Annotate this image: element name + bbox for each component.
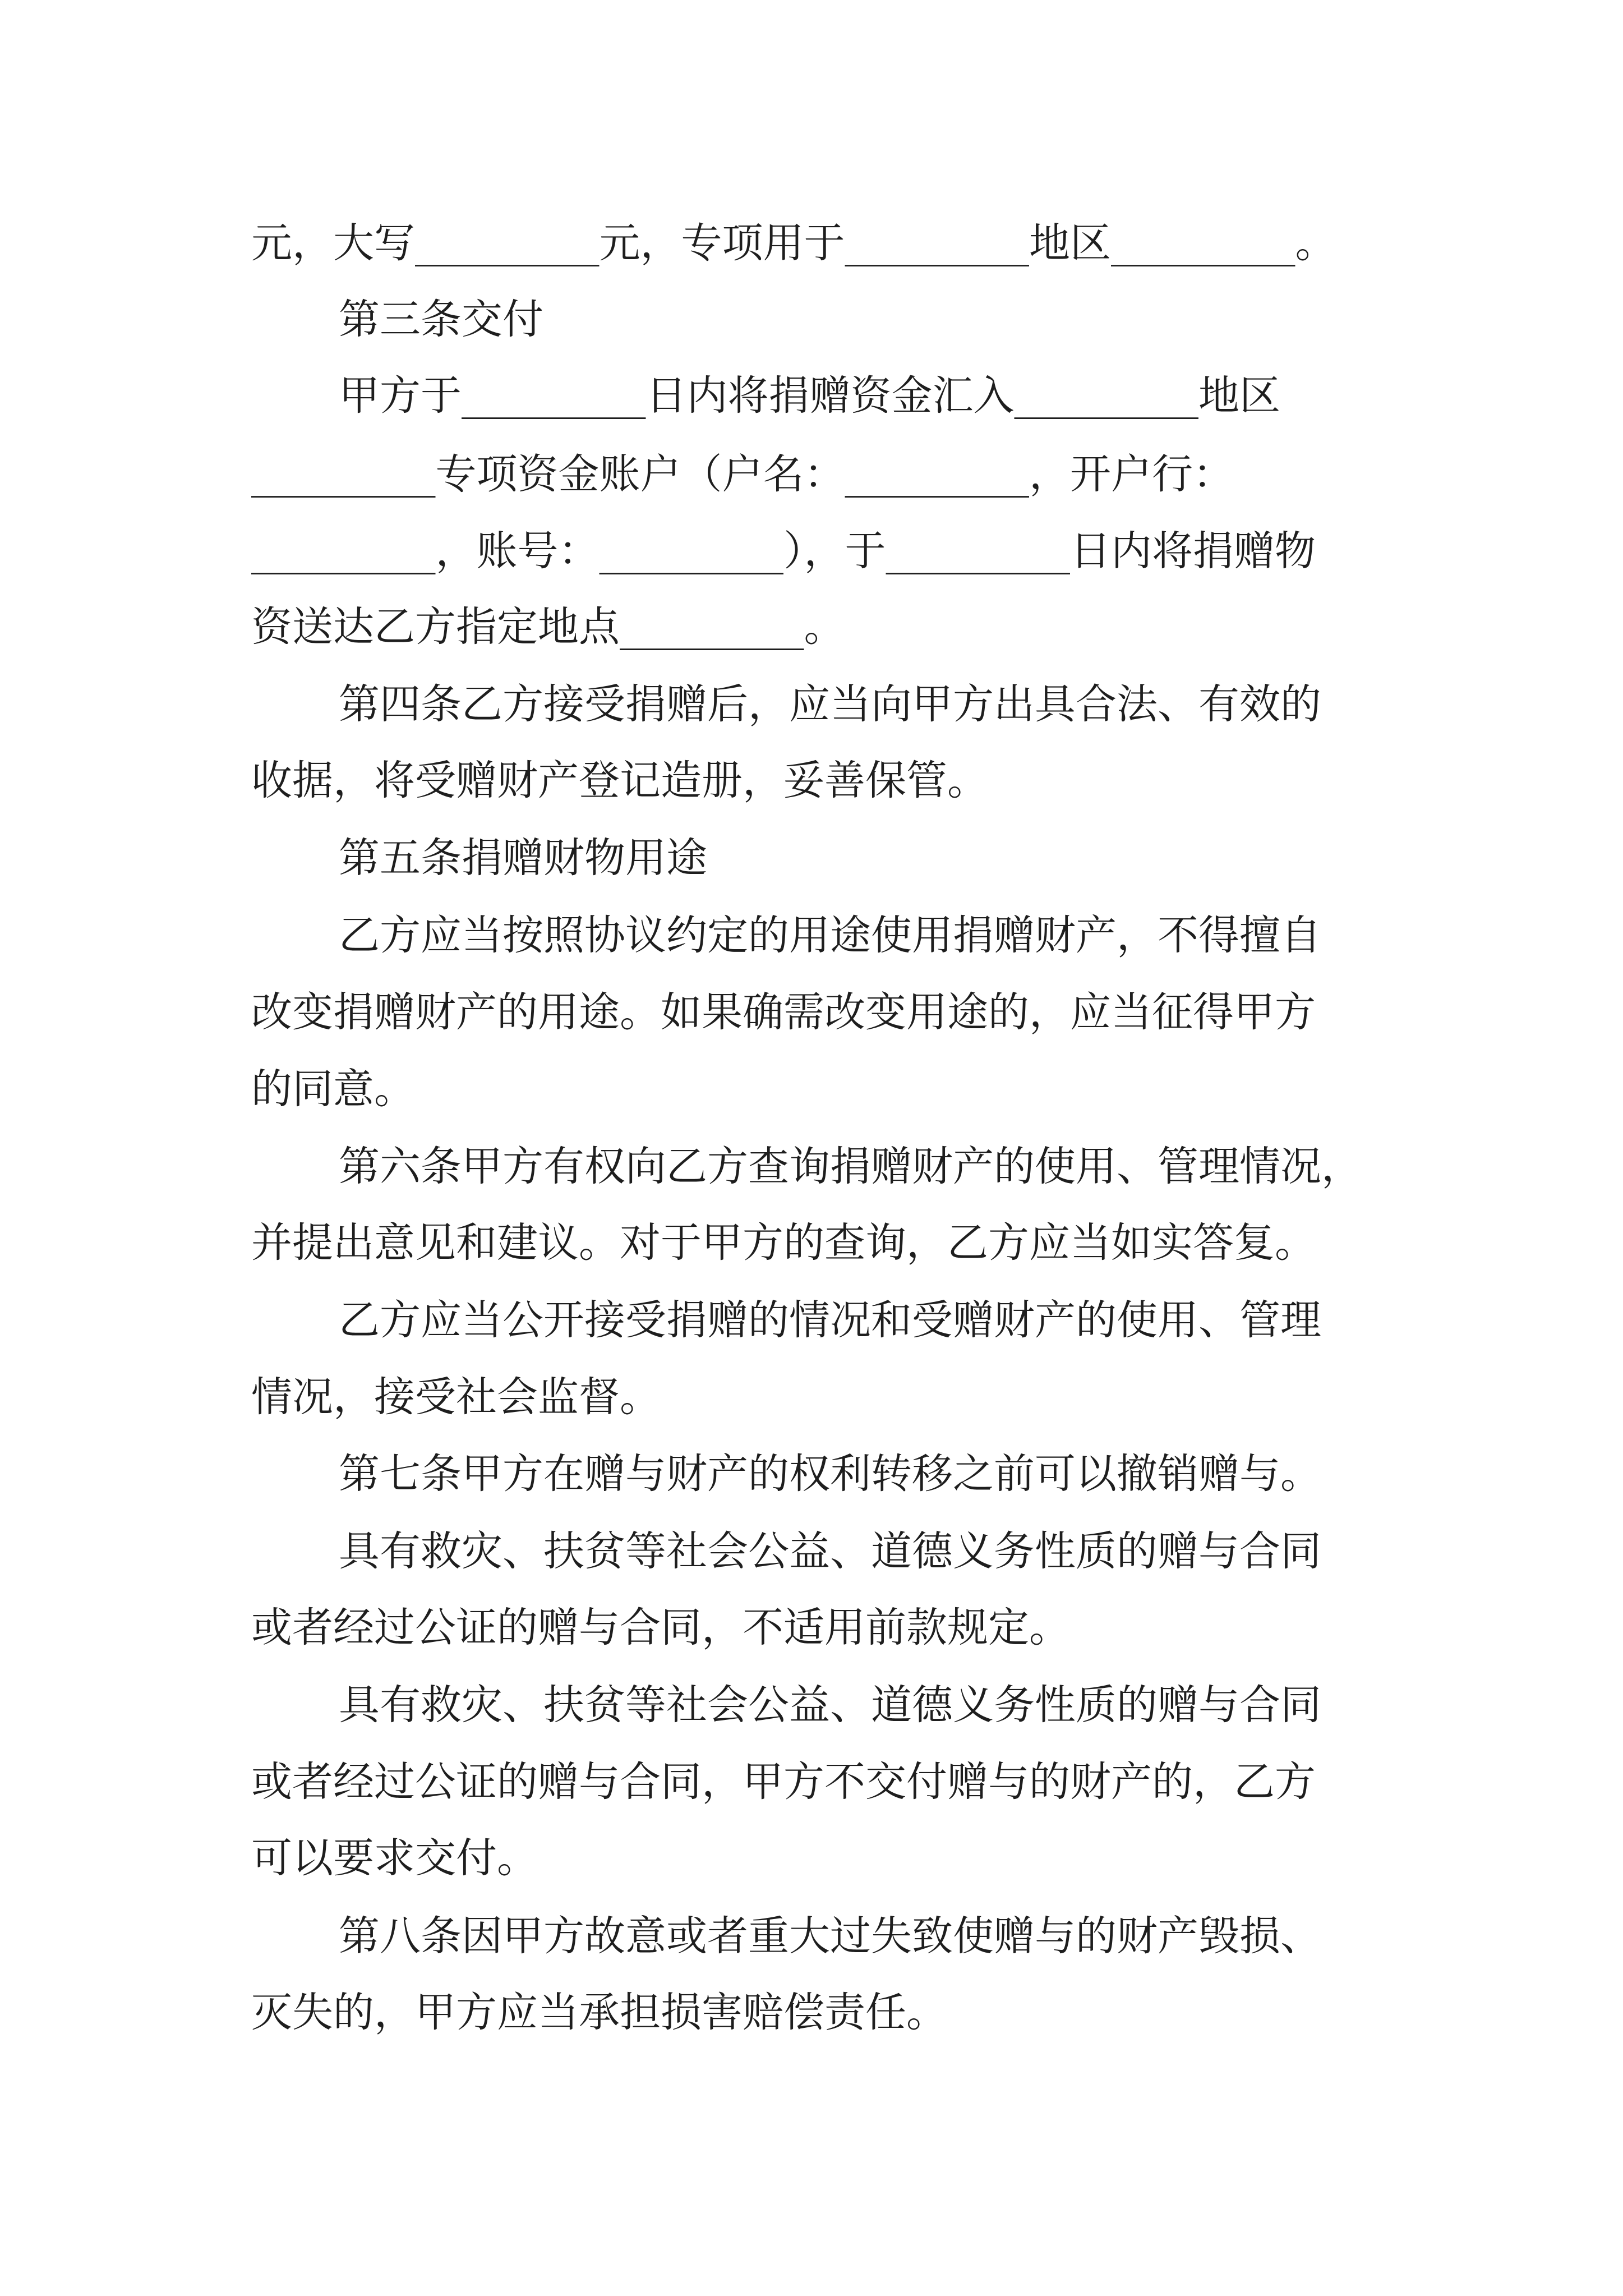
line-text: 乙方应当按照协议约定的用途使用捐赠财产，不得擅自 — [339, 912, 1321, 959]
line-text: 甲方于_________日内将捐赠资金汇入_________地区 — [339, 372, 1280, 420]
line-text: 收据，将受赠财产登记造册，妥善保管。 — [251, 757, 988, 804]
text-line — [251, 973, 1373, 1052]
line-text: 第六条甲方有权向乙方查询捐赠财产的使用、管理情况， — [339, 1143, 1362, 1190]
text-line — [251, 435, 1373, 514]
line-text: 第七条甲方在赠与财产的权利转移之前可以撤销赠与。 — [339, 1450, 1321, 1498]
line-text: 并提出意见和建议。对于甲方的查询，乙方应当如实答复。 — [251, 1219, 1316, 1267]
text-line — [251, 588, 1373, 666]
text-line — [251, 204, 1373, 283]
text-line — [339, 1512, 1460, 1591]
section-heading — [339, 280, 1460, 359]
text-line — [339, 1435, 1460, 1513]
line-text: 具有救灾、扶贫等社会公益、道德义务性质的赠与合同 — [339, 1527, 1321, 1575]
text-line — [339, 1666, 1460, 1745]
line-text: 灭失的，甲方应当承担损害赔偿责任。 — [251, 1989, 947, 2036]
text-line — [251, 1358, 1373, 1437]
text-line — [251, 1589, 1373, 1667]
text-line — [251, 512, 1373, 591]
line-text: 第三条交付 — [339, 296, 543, 343]
text-line — [251, 1973, 1373, 2052]
text-line — [251, 1204, 1373, 1282]
text-line — [251, 1050, 1373, 1129]
line-text: 元，大写_________元，专项用于_________地区_________。 — [251, 219, 1336, 267]
text-line — [339, 1128, 1460, 1206]
line-text: _________，账号：_________），于_________日内将捐赠物 — [251, 527, 1316, 575]
text-line — [339, 665, 1460, 744]
line-text: 第四条乙方接受捐赠后，应当向甲方出具合法、有效的 — [339, 680, 1321, 728]
line-text: 或者经过公证的赠与合同，甲方不交付赠与的财产的，乙方 — [251, 1758, 1316, 1806]
line-text: 改变捐赠财产的用途。如果确需改变用途的，应当征得甲方 — [251, 988, 1316, 1036]
line-text: _________专项资金账户（户名：_________，开户行： — [251, 450, 1234, 498]
line-text: 第八条因甲方故意或者重大过失致使赠与的财产毁损、 — [339, 1912, 1321, 1960]
line-text: 具有救灾、扶贫等社会公益、道德义务性质的赠与合同 — [339, 1681, 1321, 1729]
line-text: 情况，接受社会监督。 — [251, 1373, 661, 1421]
line-text: 资送达乙方指定地点_________。 — [251, 603, 845, 651]
section-heading — [339, 819, 1460, 898]
text-line — [339, 896, 1460, 975]
text-line — [251, 742, 1373, 820]
text-line — [339, 357, 1460, 435]
text-line — [339, 1897, 1460, 1976]
text-line — [251, 1819, 1373, 1898]
line-text: 的同意。 — [251, 1065, 415, 1113]
line-text: 可以要求交付。 — [251, 1834, 538, 1882]
text-line — [251, 1743, 1373, 1821]
line-text: 或者经过公证的赠与合同，不适用前款规定。 — [251, 1604, 1070, 1651]
line-text: 乙方应当公开接受捐赠的情况和受赠财产的使用、管理 — [339, 1296, 1321, 1344]
text-line — [339, 1281, 1460, 1360]
line-text: 第五条捐赠财物用途 — [339, 834, 707, 882]
